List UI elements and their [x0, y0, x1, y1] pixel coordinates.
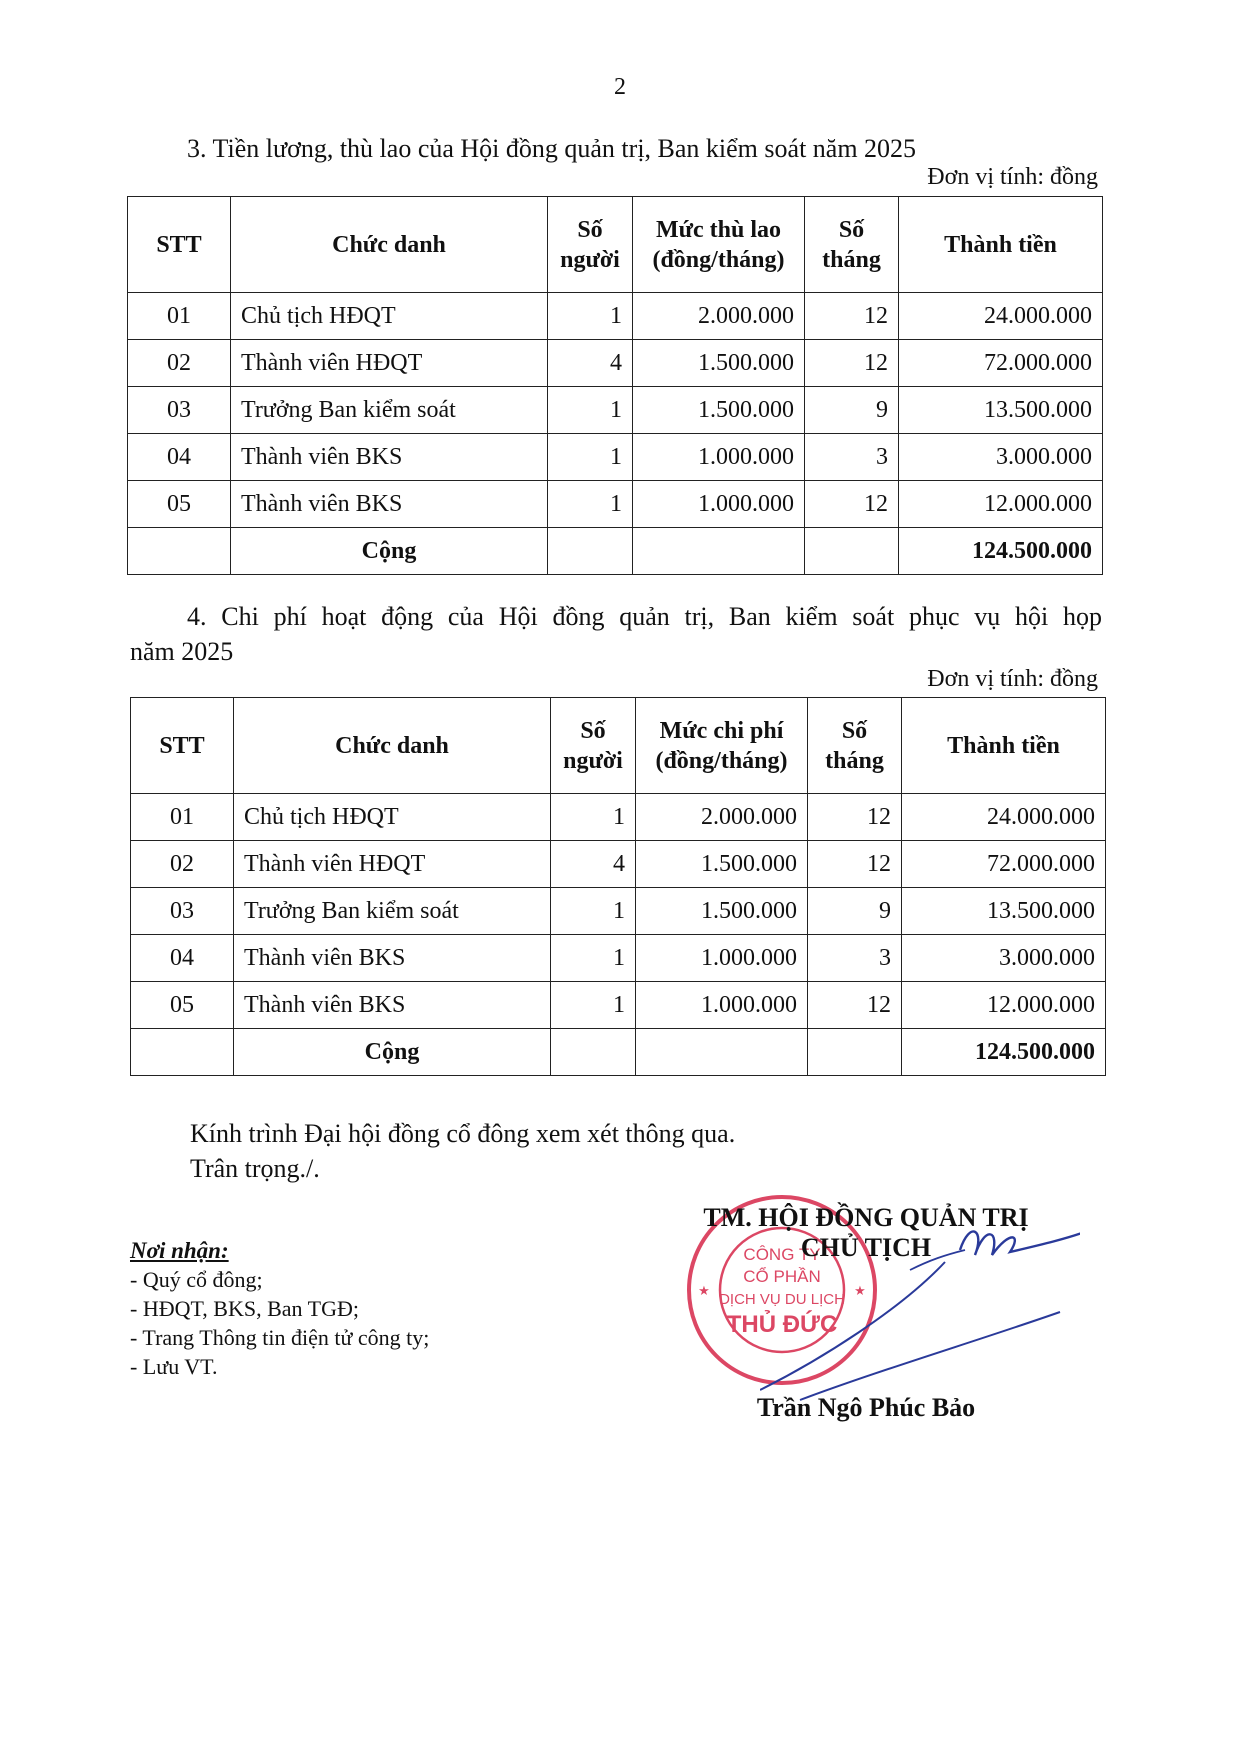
cell-people: 1: [551, 935, 636, 982]
header-amount: Thành tiền: [899, 197, 1103, 293]
total-amount: 124.500.000: [899, 528, 1103, 575]
section4-title-line1: 4. Chi phí hoạt động của Hội đồng quản trị, Ban kiểm soát phục vụ hội họp: [187, 602, 1102, 631]
cell-title: Trưởng Ban kiểm soát: [234, 888, 551, 935]
total-amount: 124.500.000: [902, 1029, 1106, 1076]
cell-rate: 1.500.000: [636, 888, 808, 935]
cell-people: 1: [551, 888, 636, 935]
header-stt: STT: [131, 698, 234, 794]
cell-amount: 12.000.000: [899, 481, 1103, 528]
closing-line1: Kính trình Đại hội đồng cổ đông xem xét thông qua.: [190, 1119, 736, 1148]
table-row: [128, 434, 1103, 481]
section3-table: [127, 196, 1103, 575]
svg-text:CỔ PHẦN: CỔ PHẦN: [743, 1267, 821, 1286]
cell-months: 3: [805, 434, 899, 481]
svg-text:★: ★: [854, 1283, 866, 1298]
table-row: [128, 340, 1103, 387]
total-label: Cộng: [234, 1029, 551, 1076]
cell-amount: 24.000.000: [899, 293, 1103, 340]
cell-months: 9: [805, 387, 899, 434]
header-title: Chức danh: [231, 197, 548, 293]
cell-stt: 04: [128, 434, 231, 481]
table-row: [128, 387, 1103, 434]
cell-empty: [548, 528, 633, 575]
cell-title: Trưởng Ban kiểm soát: [231, 387, 548, 434]
total-row: [131, 1029, 1106, 1076]
cell-empty: [551, 1029, 636, 1076]
cell-empty: [805, 528, 899, 575]
cell-months: 12: [805, 293, 899, 340]
table-row: [131, 794, 1106, 841]
cell-rate: 1.000.000: [633, 481, 805, 528]
cell-months: 3: [808, 935, 902, 982]
cell-empty: [808, 1029, 902, 1076]
cell-rate: 1.500.000: [636, 841, 808, 888]
svg-text:THỦ ĐỨC: THỦ ĐỨC: [726, 1311, 838, 1338]
cell-rate: 1.000.000: [633, 434, 805, 481]
cell-stt: 01: [128, 293, 231, 340]
cell-stt: 04: [131, 935, 234, 982]
cell-title: Thành viên BKS: [234, 982, 551, 1029]
section4-title-line2: năm 2025: [130, 637, 234, 666]
recipients-title: Nơi nhận:: [130, 1238, 229, 1263]
header-title: Chức danh: [234, 698, 551, 794]
cell-people: 1: [551, 982, 636, 1029]
table-row: [131, 888, 1106, 935]
cell-empty: [636, 1029, 808, 1076]
cell-months: 12: [808, 841, 902, 888]
cell-title: Chủ tịch HĐQT: [231, 293, 548, 340]
cell-rate: 2.000.000: [636, 794, 808, 841]
cell-amount: 13.500.000: [902, 888, 1106, 935]
cell-stt: 03: [131, 888, 234, 935]
cell-title: Thành viên BKS: [234, 935, 551, 982]
cell-people: 1: [551, 794, 636, 841]
section4-unit: Đơn vị tính: đồng: [927, 666, 1098, 692]
cell-stt: 01: [131, 794, 234, 841]
cell-people: 4: [551, 841, 636, 888]
cell-months: 12: [808, 982, 902, 1029]
header-people: Số người: [548, 197, 633, 293]
recipient-item: - Quý cổ đông;: [130, 1267, 263, 1292]
cell-rate: 1.500.000: [633, 387, 805, 434]
cell-amount: 3.000.000: [902, 935, 1106, 982]
cell-amount: 12.000.000: [902, 982, 1106, 1029]
closing-line2: Trân trọng./.: [190, 1154, 320, 1183]
cell-amount: 72.000.000: [899, 340, 1103, 387]
cell-title: Thành viên BKS: [231, 434, 548, 481]
recipient-item: - HĐQT, BKS, Ban TGĐ;: [130, 1296, 359, 1321]
cell-amount: 24.000.000: [902, 794, 1106, 841]
table-row: [131, 841, 1106, 888]
cell-months: 12: [805, 481, 899, 528]
cell-months: 12: [808, 794, 902, 841]
cell-empty: [131, 1029, 234, 1076]
table-row: [131, 982, 1106, 1029]
header-people: Số người: [551, 698, 636, 794]
cell-rate: 1.000.000: [636, 982, 808, 1029]
cell-title: Thành viên HĐQT: [234, 841, 551, 888]
cell-people: 1: [548, 481, 633, 528]
signature-line1: TM. HỘI ĐỒNG QUẢN TRỊ: [703, 1203, 1029, 1232]
page-number: 2: [614, 74, 626, 100]
header-rate: Mức chi phí (đồng/tháng): [636, 698, 808, 794]
header-months: Số tháng: [808, 698, 902, 794]
recipient-item: - Lưu VT.: [130, 1354, 218, 1379]
cell-people: 1: [548, 293, 633, 340]
total-row: [128, 528, 1103, 575]
cell-stt: 02: [128, 340, 231, 387]
cell-stt: 03: [128, 387, 231, 434]
section4-title: [130, 599, 1102, 669]
table-row: [131, 935, 1106, 982]
svg-text:CÔNG TY: CÔNG TY: [743, 1245, 821, 1264]
section4-table: [130, 697, 1106, 1076]
cell-empty: [633, 528, 805, 575]
cell-amount: 3.000.000: [899, 434, 1103, 481]
header-amount: Thành tiền: [902, 698, 1106, 794]
signer-name: Trần Ngô Phúc Bảo: [756, 1393, 976, 1422]
total-label: Cộng: [231, 528, 548, 575]
cell-stt: 02: [131, 841, 234, 888]
section3-unit: Đơn vị tính: đồng: [927, 164, 1098, 190]
cell-people: 4: [548, 340, 633, 387]
cell-rate: 1.000.000: [636, 935, 808, 982]
cell-title: Thành viên BKS: [231, 481, 548, 528]
cell-months: 12: [805, 340, 899, 387]
table-row: [128, 293, 1103, 340]
header-stt: STT: [128, 197, 231, 293]
svg-text:DỊCH VỤ DU LỊCH: DỊCH VỤ DU LỊCH: [719, 1291, 845, 1308]
cell-title: Thành viên HĐQT: [231, 340, 548, 387]
cell-title: Chủ tịch HĐQT: [234, 794, 551, 841]
cell-rate: 1.500.000: [633, 340, 805, 387]
table-header-row: [131, 698, 1106, 794]
signature-line2: CHỦ TỊCH: [800, 1233, 932, 1262]
handwritten-signature: [760, 1200, 1080, 1420]
table-header-row: [128, 197, 1103, 293]
cell-amount: 13.500.000: [899, 387, 1103, 434]
header-rate: Mức thù lao (đồng/tháng): [633, 197, 805, 293]
closing-text: [190, 1116, 735, 1186]
cell-stt: 05: [131, 982, 234, 1029]
section3-title: 3. Tiền lương, thù lao của Hội đồng quản trị, Ban kiểm soát năm 2025: [187, 134, 917, 163]
svg-text:★: ★: [698, 1283, 710, 1298]
recipients-block: [130, 1236, 429, 1381]
cell-people: 1: [548, 387, 633, 434]
cell-empty: [128, 528, 231, 575]
cell-months: 9: [808, 888, 902, 935]
recipient-item: - Trang Thông tin điện tử công ty;: [130, 1325, 430, 1350]
table-row: [128, 481, 1103, 528]
cell-amount: 72.000.000: [902, 841, 1106, 888]
header-months: Số tháng: [805, 197, 899, 293]
cell-people: 1: [548, 434, 633, 481]
cell-stt: 05: [128, 481, 231, 528]
cell-rate: 2.000.000: [633, 293, 805, 340]
